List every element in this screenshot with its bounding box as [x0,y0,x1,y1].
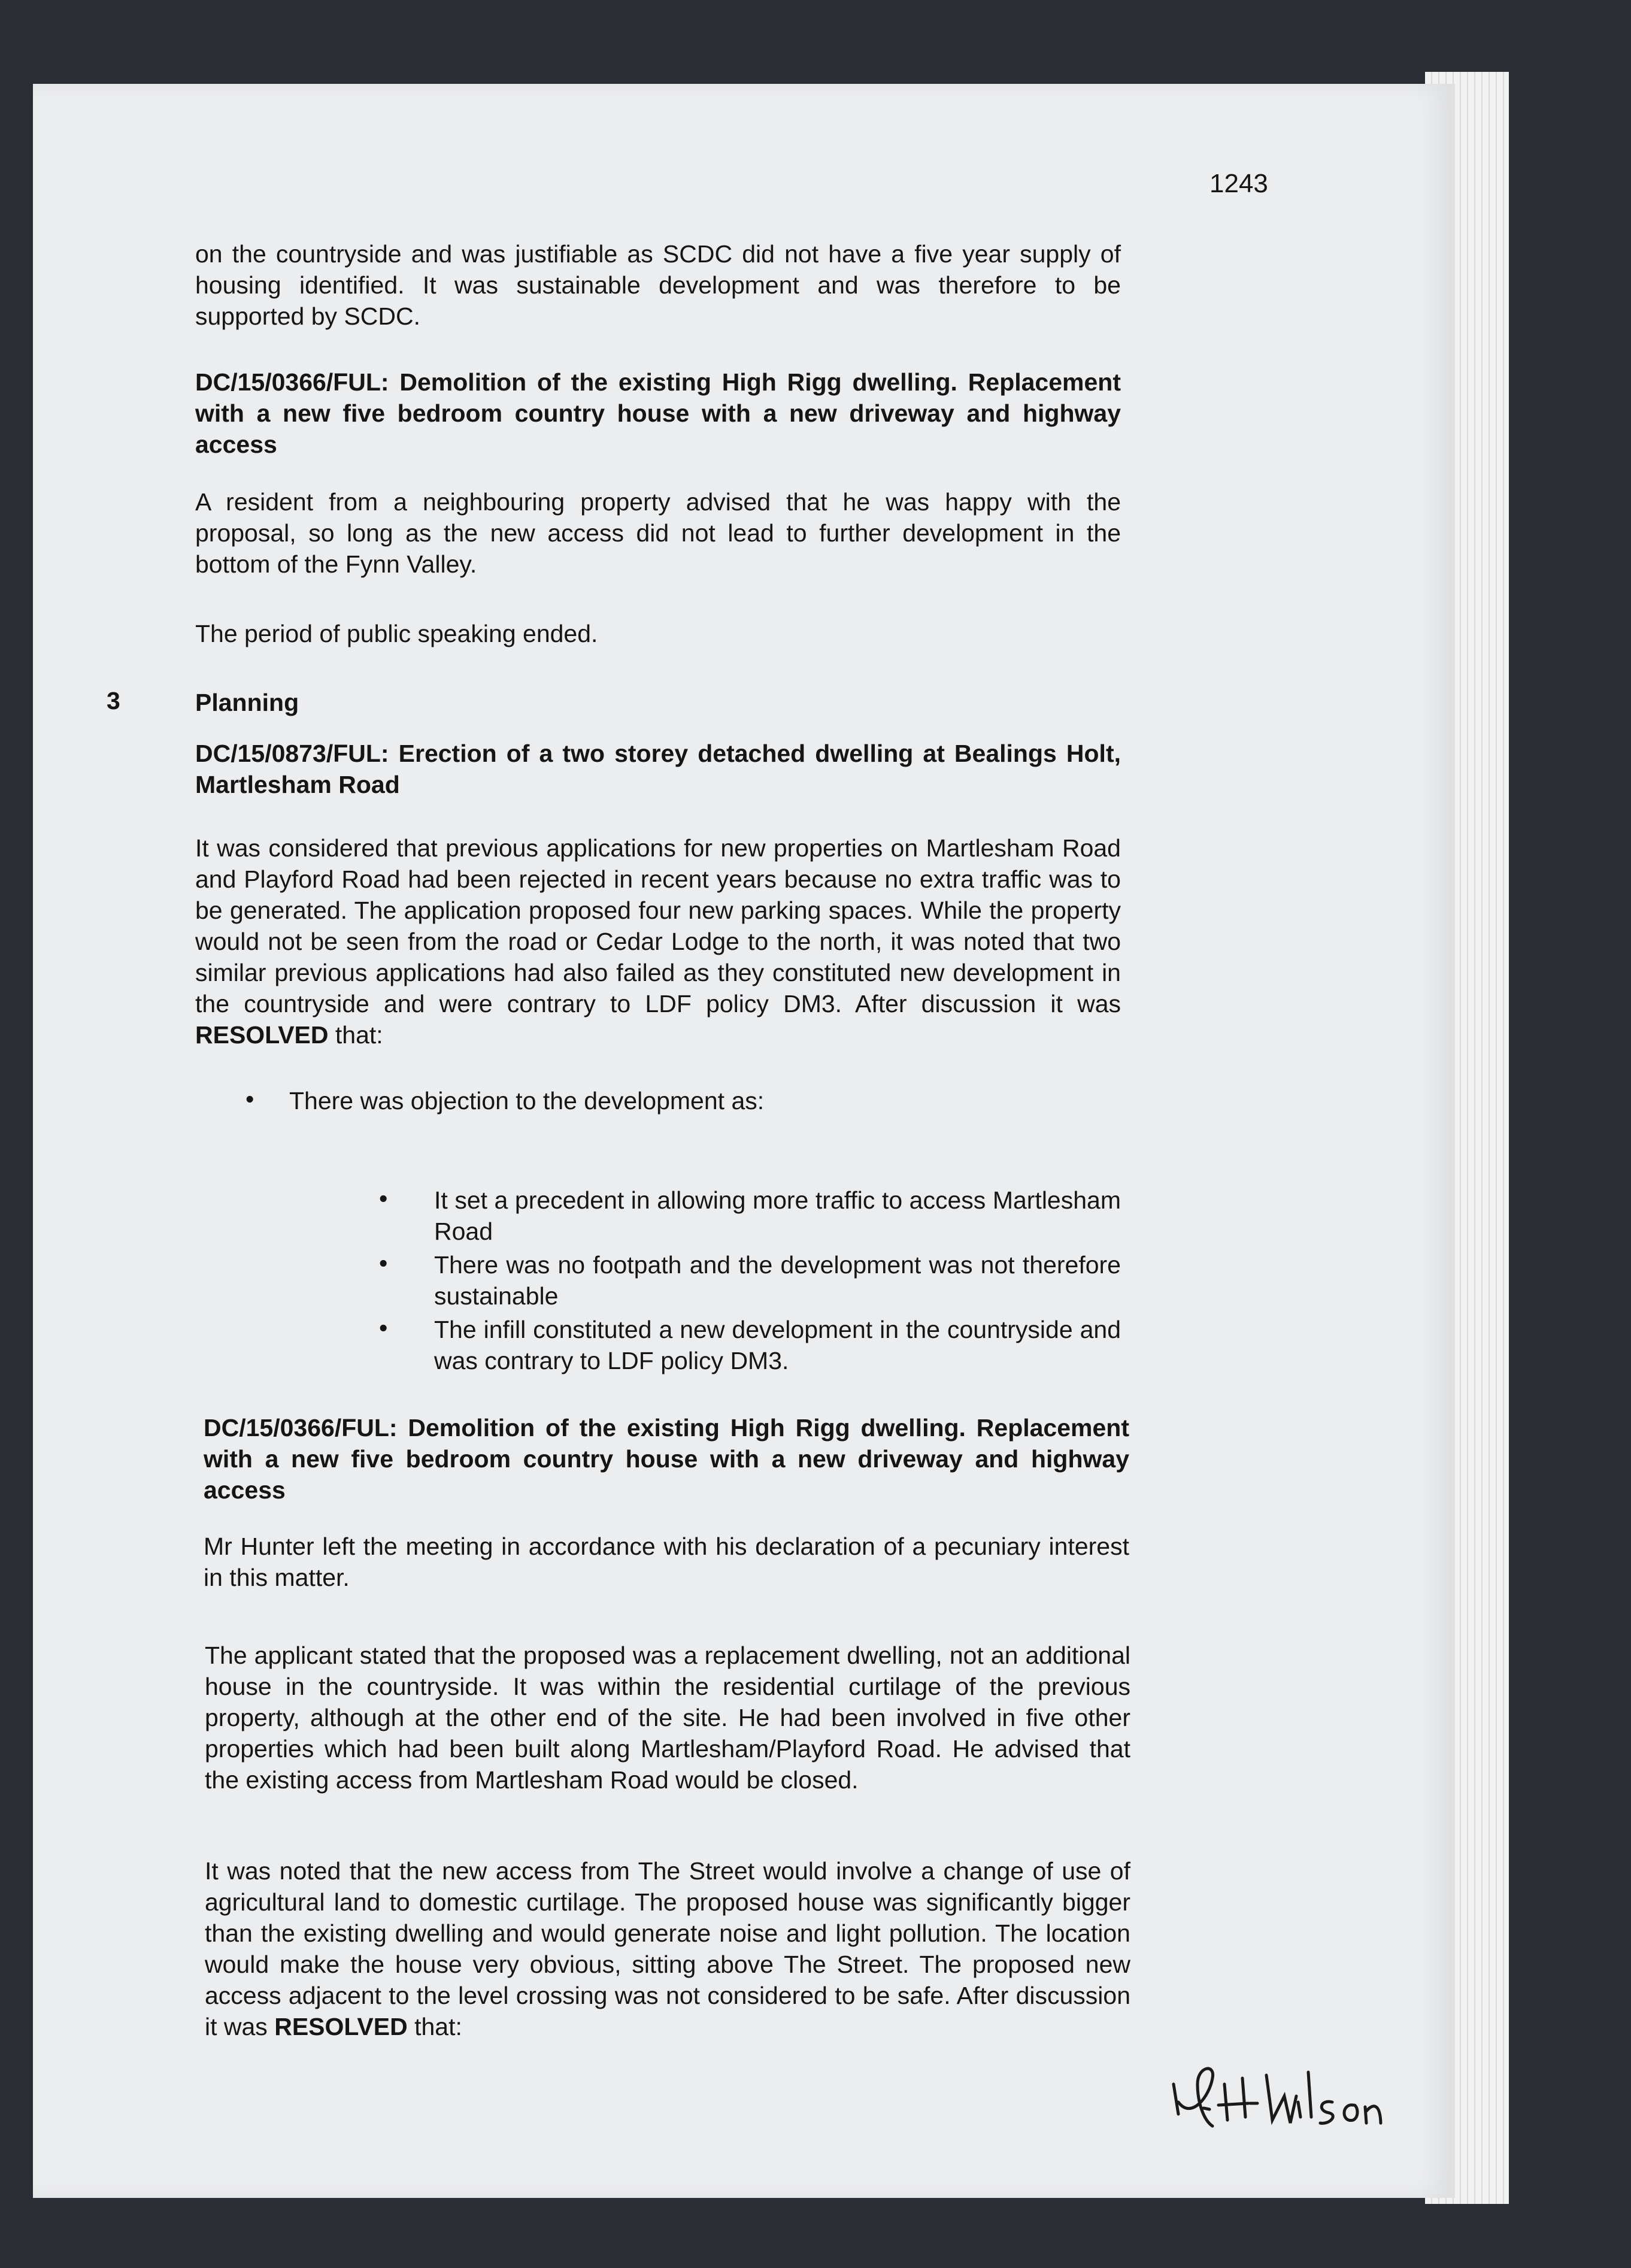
paragraph: on the countryside and was justifiable as SCDC did not have a five year supply of housing identified. It was sustainable development and was therefore to be supported by SCDC. [195,240,1121,330]
item-heading: DC/15/0366/FUL: Demolition of the existing High Rigg dwelling. Replacement with a new five bedroom country house with a new driveway and highway access [195,368,1121,458]
section-title: Planning [195,689,299,716]
item-heading: DC/15/0366/FUL: Demolition of the existing High Rigg dwelling. Replacement with a new five bedroom country house with a new driveway and highway access [204,1414,1129,1504]
paragraph: The period of public speaking ended. [195,620,598,647]
bullet-icon: • [245,1085,254,1113]
list-item: There was no footpath and the development was not therefore sustainable [434,1251,1121,1310]
paragraph: Mr Hunter left the meeting in accordance with his declaration of a pecuniary interest in this matter. [204,1533,1129,1591]
page-number: 1243 [1209,169,1268,198]
list-item: There was objection to the development as: [289,1087,765,1115]
bullet-icon: • [379,1249,388,1277]
list-item: The infill constituted a new development in the countryside and was contrary to LDF policy DM3. [434,1316,1121,1374]
signature [1168,2060,1419,2138]
paragraph: The applicant stated that the proposed was a replacement dwelling, not an additional house in the countryside. It was within the residential curtilage of the previous property, although at the other end of the site. He had been involved in five other properties which had been built along Martlesham/Playford Road. He advised that the existing access from Martlesham Road would be closed. [205,1642,1130,1794]
item-heading: DC/15/0873/FUL: Erection of a two storey detached dwelling at Bealings Holt, Martlesham Road [195,740,1121,798]
paragraph: It was considered that previous applications for new properties on Martlesham Road and Playford Road had been rejected in recent years because no extra traffic was to be generated. The application proposed four new parking spaces. While the property would not be seen from the road or Cedar Lodge to the north, it was noted that two similar previous applications had also failed as they constituted new development in the countryside and were contrary to LDF policy DM3. After discussion it was RESOLVED that: [195,834,1121,1049]
paragraph: A resident from a neighbouring property advised that he was happy with the proposal, so long as the new access did not lead to further development in the bottom of the Fynn Valley. [195,488,1121,578]
bullet-icon: • [379,1314,388,1342]
bullet-icon: • [379,1185,388,1212]
paragraph: It was noted that the new access from The Street would involve a change of use of agricultural land to domestic curtilage. The proposed house was significantly bigger than the existing dwelling and would generate noise and light pollution. The location would make the house very obvious, sitting above The Street. The proposed new access adjacent to the level crossing was not considered to be safe. After discussion it was RESOLVED that: [205,1857,1130,2040]
list-item: It set a precedent in allowing more traffic to access Martlesham Road [434,1186,1121,1245]
section-number: 3 [107,687,120,714]
